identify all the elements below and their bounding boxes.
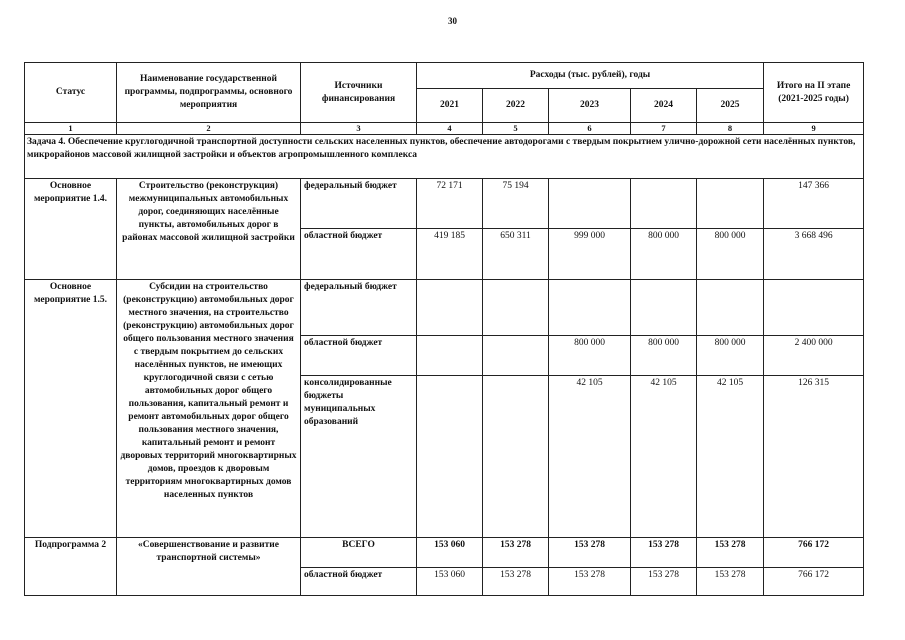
row-status: Основное мероприятие 1.5. xyxy=(25,280,117,538)
column-number: 1 xyxy=(25,123,117,135)
value-cell: 153 060 xyxy=(417,538,483,568)
value-cell: 650 311 xyxy=(483,229,549,280)
table-row xyxy=(25,179,864,229)
source-cell: федеральный бюджет xyxy=(301,179,417,229)
value-cell xyxy=(697,179,764,229)
header-name: Наименование государственной программы, подпрограммы, основного мероприятия xyxy=(117,63,301,123)
row-status: Основное мероприятие 1.4. xyxy=(25,179,117,280)
row-name: Субсидии на строительство (реконструкцию) автомобильных дорог местного значения, на строительство (реконструкцию) автомобильных дорог общего пользования местного значения с твердым покрытием до сельских населённых пунктов, не имеющих круглогодичной связи с сетью автомобильных дорог общего пользования, капитальный ремонт и ремонт автомобильных дорог общего пользования местного значения, капитальный ремонт и ремонт дворовых территорий многоквартирных домов, проездов к дворовым территориям многоквартирных домов населенных пунктов xyxy=(117,280,301,538)
value-cell xyxy=(697,280,764,336)
value-cell: 800 000 xyxy=(549,336,631,376)
header-year: 2023 xyxy=(549,89,631,123)
total-cell: 766 172 xyxy=(764,538,864,568)
column-number: 7 xyxy=(631,123,697,135)
value-cell xyxy=(417,280,483,336)
task-description: Задача 4. Обеспечение круглогодичной транспортной доступности сельских населенных пунктов, обеспечение автодорогами с твердым покрытием улично-дорожной сети населённых пунктов, микрорайонов массовой жилищной застройки и объектов агропромышленного комплекса xyxy=(25,135,864,179)
value-cell: 153 278 xyxy=(483,538,549,568)
value-cell: 800 000 xyxy=(697,336,764,376)
row-status: Подпрограмма 2 xyxy=(25,538,117,596)
total-cell: 766 172 xyxy=(764,568,864,596)
value-cell xyxy=(483,280,549,336)
source-cell: областной бюджет xyxy=(301,336,417,376)
column-number: 2 xyxy=(117,123,301,135)
value-cell: 800 000 xyxy=(631,336,697,376)
value-cell: 419 185 xyxy=(417,229,483,280)
column-number: 5 xyxy=(483,123,549,135)
value-cell: 153 278 xyxy=(483,568,549,596)
value-cell xyxy=(483,376,549,538)
value-cell: 153 278 xyxy=(697,538,764,568)
header-status: Статус xyxy=(25,63,117,123)
source-cell: консолидированные бюджеты муниципальных образований xyxy=(301,376,417,538)
table-row xyxy=(25,280,864,336)
row-name: «Совершенствование и развитие транспортной системы» xyxy=(117,538,301,596)
header-year: 2022 xyxy=(483,89,549,123)
header-year: 2025 xyxy=(697,89,764,123)
value-cell: 153 278 xyxy=(631,568,697,596)
value-cell: 999 000 xyxy=(549,229,631,280)
total-cell: 3 668 496 xyxy=(764,229,864,280)
header-expenses: Расходы (тыс. рублей), годы xyxy=(417,63,764,89)
value-cell xyxy=(417,376,483,538)
source-cell: областной бюджет xyxy=(301,568,417,596)
value-cell: 42 105 xyxy=(631,376,697,538)
value-cell xyxy=(417,336,483,376)
value-cell: 153 278 xyxy=(631,538,697,568)
total-cell: 147 366 xyxy=(764,179,864,229)
header-year: 2021 xyxy=(417,89,483,123)
value-cell: 800 000 xyxy=(697,229,764,280)
source-cell: областной бюджет xyxy=(301,229,417,280)
value-cell: 42 105 xyxy=(697,376,764,538)
column-number: 8 xyxy=(697,123,764,135)
value-cell: 153 278 xyxy=(549,568,631,596)
value-cell: 800 000 xyxy=(631,229,697,280)
header-year: 2024 xyxy=(631,89,697,123)
value-cell: 72 171 xyxy=(417,179,483,229)
value-cell: 153 060 xyxy=(417,568,483,596)
value-cell xyxy=(631,179,697,229)
value-cell: 75 194 xyxy=(483,179,549,229)
row-name: Строительство (реконструкция) межмуниципальных автомобильных дорог, соединяющих населённые пункты, автомобильных дорог в районах массовой жилищной застройки xyxy=(117,179,301,280)
value-cell xyxy=(549,280,631,336)
value-cell xyxy=(483,336,549,376)
page-number: 30 xyxy=(448,16,457,26)
table-row xyxy=(25,538,864,568)
value-cell: 153 278 xyxy=(549,538,631,568)
column-number: 4 xyxy=(417,123,483,135)
column-number: 6 xyxy=(549,123,631,135)
total-cell: 126 315 xyxy=(764,376,864,538)
header-total: Итого на II этапе (2021-2025 годы) xyxy=(764,63,864,123)
value-cell: 42 105 xyxy=(549,376,631,538)
value-cell: 153 278 xyxy=(697,568,764,596)
column-number: 9 xyxy=(764,123,864,135)
header-sources: Источники финансирования xyxy=(301,63,417,123)
total-cell: 2 400 000 xyxy=(764,336,864,376)
budget-table xyxy=(24,62,864,596)
value-cell xyxy=(549,179,631,229)
total-cell xyxy=(764,280,864,336)
source-cell: ВСЕГО xyxy=(301,538,417,568)
source-cell: федеральный бюджет xyxy=(301,280,417,336)
column-number: 3 xyxy=(301,123,417,135)
value-cell xyxy=(631,280,697,336)
